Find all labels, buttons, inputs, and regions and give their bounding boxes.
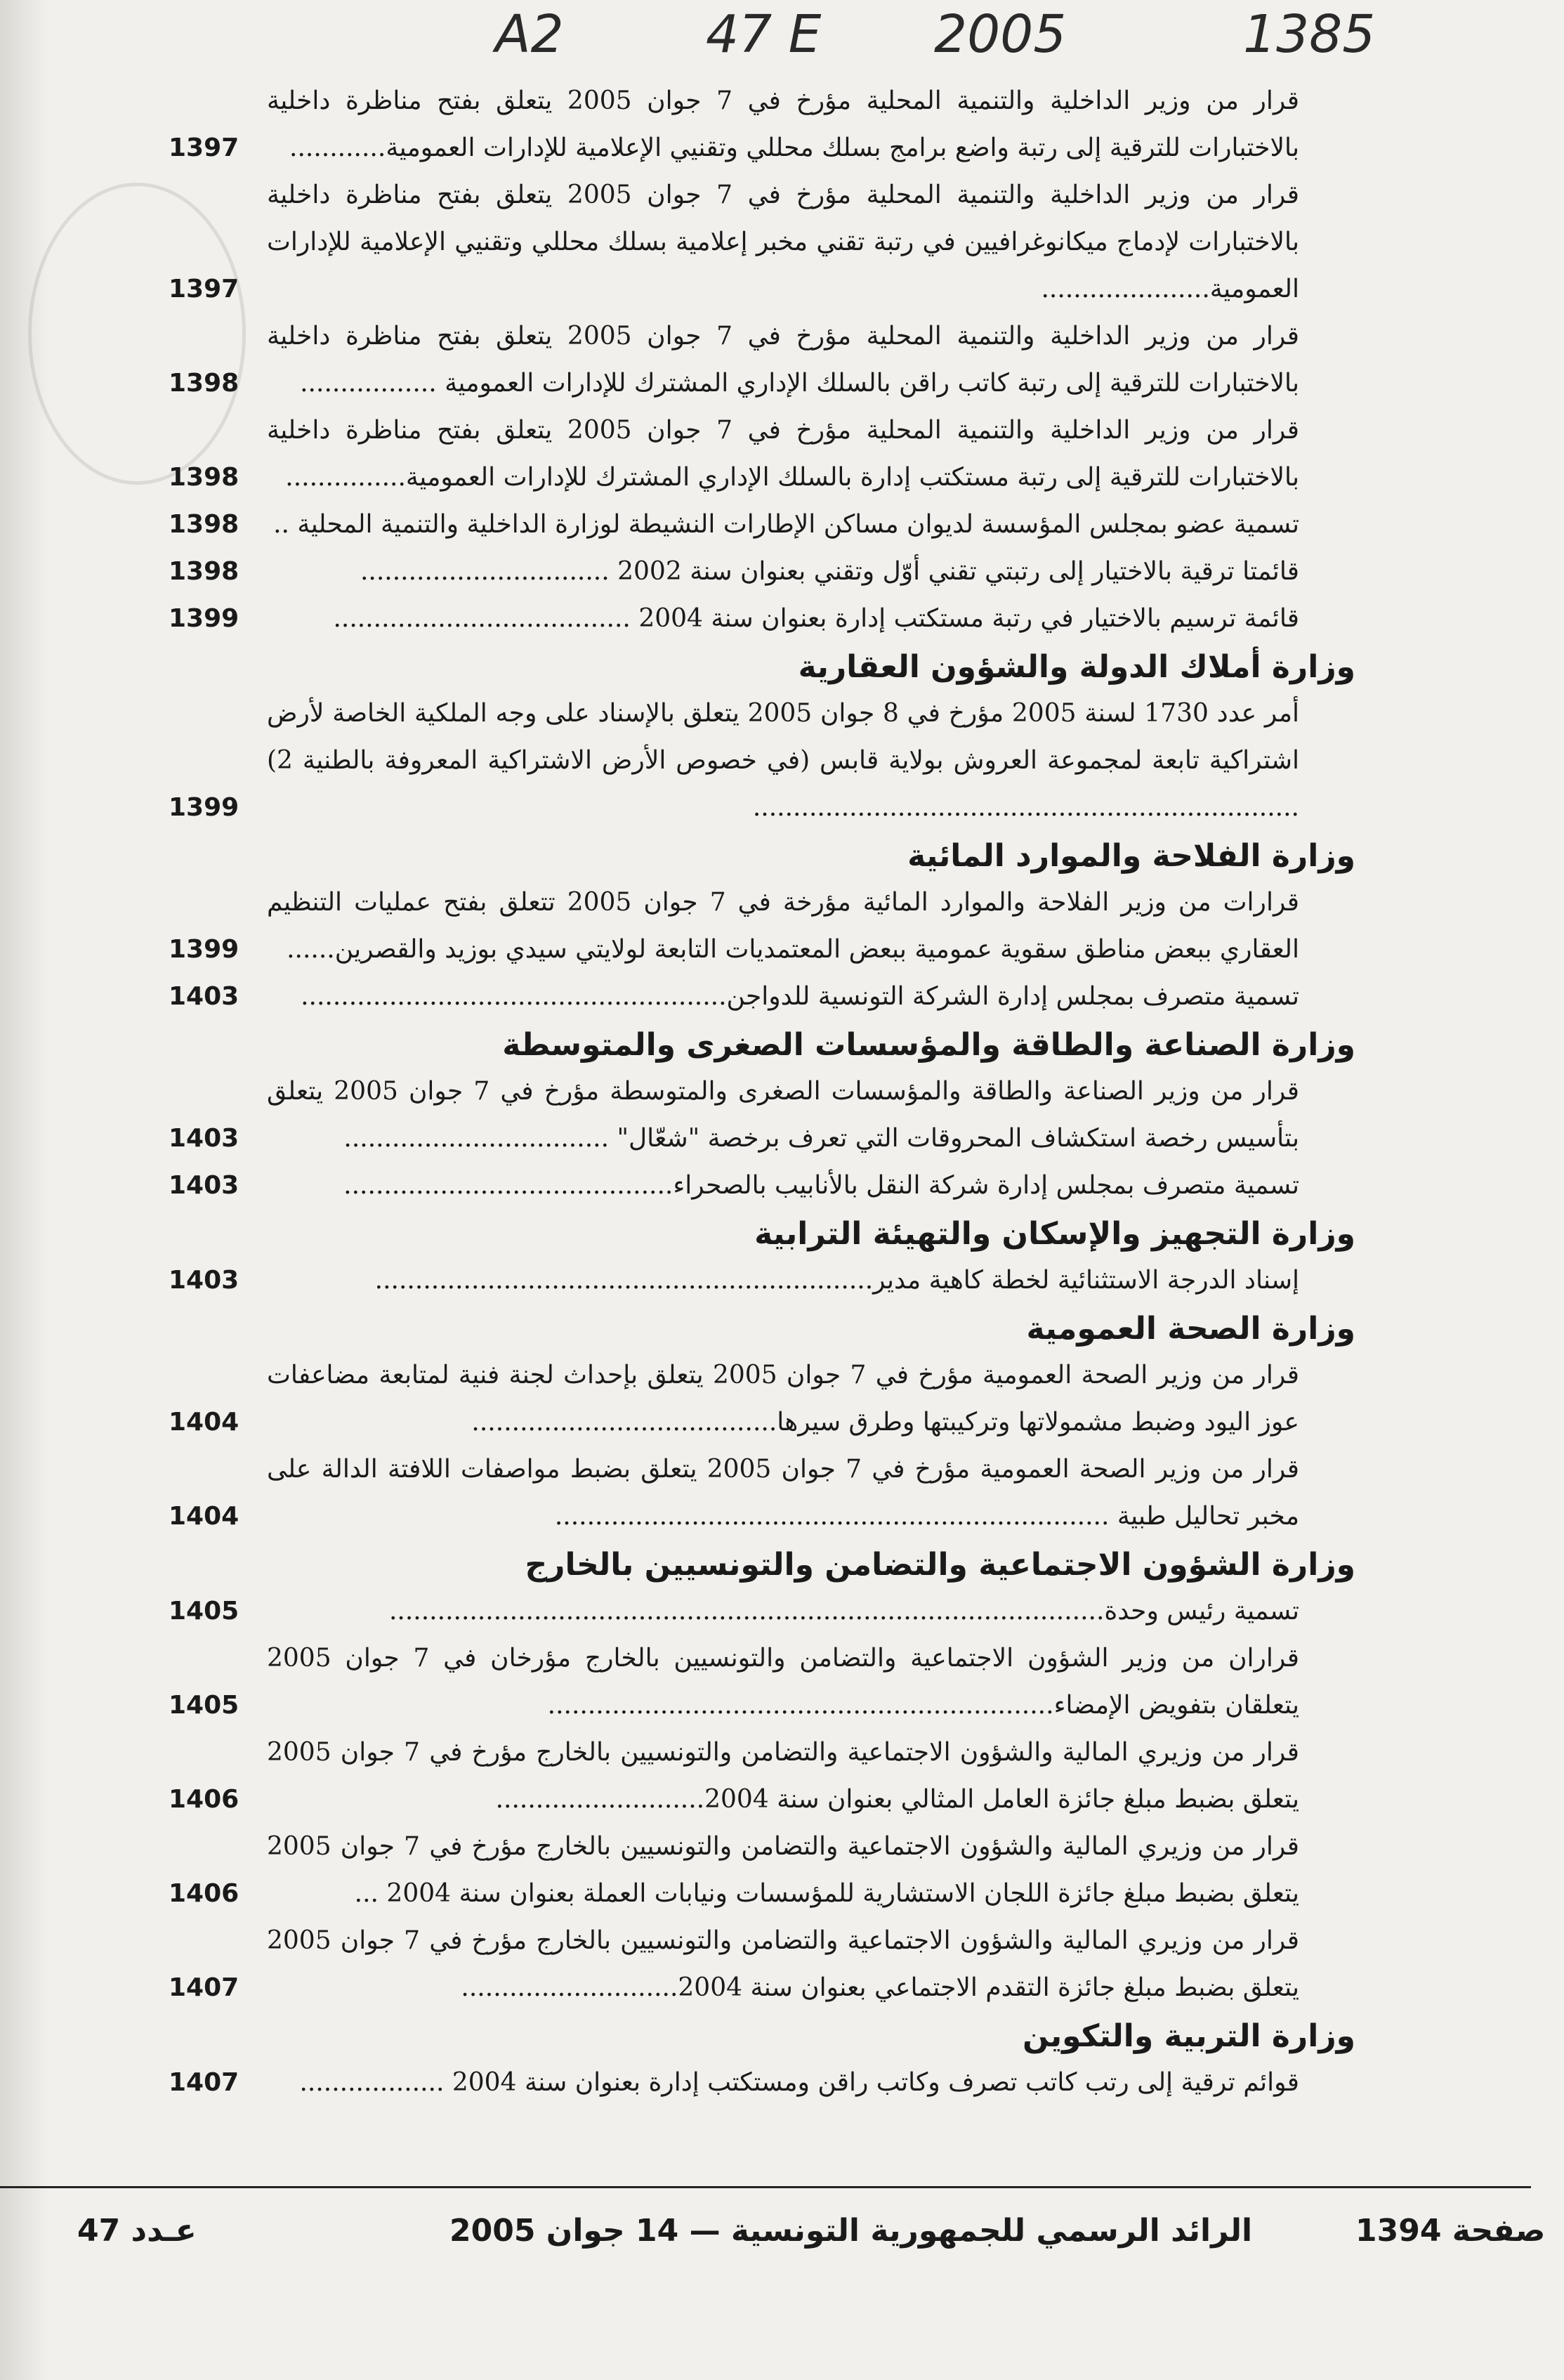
toc-entry-page-number: 1404 — [169, 1502, 239, 1531]
toc-entry-text: قوائم ترقية إلى رتب كاتب تصرف وكاتب راقن ومستكتب إدارة بعنوان سنة 2004 .................. — [299, 2068, 1299, 2097]
toc-entry-text: قرار من وزير الصناعة والطاقة والمؤسسات الصغرى والمتوسطة مؤرخ في 7 جوان 2005 يتعلق بتأسيس رخصة استكشاف المحروقات التي تعرف برخصة "شعّال" ................................. — [267, 1077, 1299, 1153]
toc-entry-text: قائمة ترسيم بالاختيار في رتبة مستكتب إدارة بعنوان سنة 2004 ..................................... — [333, 604, 1299, 633]
ministry-heading: وزارة الصناعة والطاقة والمؤسسات الصغرى والمتوسطة — [502, 1027, 1355, 1063]
toc-entry-text: أمر عدد 1730 لسنة 2005 مؤرخ في 8 جوان 2005 يتعلق بالإسناد على وجه الملكية الخاصة لأرض اشتراكية تابعة لمجموعة العروش بولاية قابس (في خصوص الأرض الاشتراكية المعروفة بالطنية 2) .................................................................... — [267, 699, 1299, 822]
toc-entry-page-number: 1399 — [169, 604, 239, 633]
toc-entry-text: قرار من وزيري المالية والشؤون الاجتماعية والتضامن والتونسيين بالخارج مؤرخ في 7 جوان 2005 يتعلق بضبط مبلغ جائزة اللجان الاستشارية للمؤسسات ونيابات العملة بعنوان سنة 2004 ... — [267, 1832, 1299, 1908]
toc-entry — [169, 1635, 1299, 1729]
toc-entry-page-number: 1398 — [169, 557, 239, 586]
toc-entry — [169, 1257, 1299, 1304]
table-of-contents — [169, 77, 1355, 2106]
handwritten-note: 2005 — [934, 4, 1067, 65]
ministry-heading: وزارة الفلاحة والموارد المائية — [907, 838, 1355, 874]
toc-entry-page-number: 1403 — [169, 1171, 239, 1200]
handwritten-note: A2 — [495, 4, 564, 65]
toc-entry-page-number: 1399 — [169, 793, 239, 822]
toc-entry-page-number: 1406 — [169, 1785, 239, 1814]
toc-entry — [169, 2059, 1299, 2106]
toc-entry-text: تسمية متصرف بمجلس إدارة الشركة التونسية للدواجن..................................................... — [301, 982, 1299, 1011]
toc-entry — [169, 690, 1299, 831]
toc-entry-text: تسمية رئيس وحدة......................................................................................... — [388, 1597, 1299, 1626]
toc-entry — [169, 1729, 1299, 1823]
footer-page-number: صفحة 1394 — [1355, 2213, 1546, 2249]
toc-entry-text: قرار من وزير الداخلية والتنمية المحلية مؤرخ في 7 جوان 2005 يتعلق بفتح مناظرة داخلية بالاختبارات للترقية إلى رتبة واضع برامج بسلك محللي وتقنيي الإعلامية للإدارات العمومية............ — [267, 86, 1299, 162]
toc-entry-text: قرارات من وزير الفلاحة والموارد المائية مؤرخة في 7 جوان 2005 تتعلق بفتح عمليات التنظيم العقاري ببعض مناطق سقوية عمومية ببعض المعتمديات التابعة لولايتي سيدي بوزيد والقصرين...... — [267, 888, 1300, 964]
toc-entry-page-number: 1397 — [169, 133, 239, 162]
handwritten-note: 47 E — [706, 4, 822, 65]
toc-entry-page-number: 1404 — [169, 1408, 239, 1437]
toc-entry — [169, 973, 1299, 1020]
toc-entry-page-number: 1398 — [169, 463, 239, 492]
toc-entry — [169, 77, 1299, 171]
toc-entry-page-number: 1398 — [169, 510, 239, 539]
handwritten-annotations — [0, 4, 1564, 72]
toc-entry-text: قرار من وزير الداخلية والتنمية المحلية مؤرخ في 7 جوان 2005 يتعلق بفتح مناظرة داخلية بالاختبارات لإدماج ميكانوغرافيين في رتبة تقني مخبر إعلامية بسلك محللي وتقنيي الإعلامية للإدارات العمومية..................... — [267, 181, 1299, 303]
handwritten-note: 1385 — [1243, 4, 1376, 65]
toc-entry — [169, 1162, 1299, 1209]
footer-publication-title: الرائد الرسمي للجمهورية التونسية — 14 جوان 2005 — [449, 2213, 1253, 2249]
toc-entry — [169, 313, 1299, 407]
toc-entry-text: قائمتا ترقية بالاختيار إلى رتبتي تقني أوّل وتقني بعنوان سنة 2002 ............................... — [360, 557, 1299, 586]
toc-entry-text: قرار من وزير الصحة العمومية مؤرخ في 7 جوان 2005 يتعلق بإحداث لجنة فنية لمتابعة مضاعفات عوز اليود وضبط مشمولاتها وتركيبتها وطرق سيرها...................................... — [267, 1361, 1299, 1437]
ministry-heading: وزارة التجهيز والإسكان والتهيئة الترابية — [754, 1216, 1355, 1252]
footer-divider — [0, 2186, 1531, 2188]
ministry-heading: وزارة الصحة العمومية — [1026, 1311, 1355, 1347]
ministry-heading: وزارة التربية والتكوين — [1022, 2018, 1355, 2054]
toc-entry — [169, 407, 1299, 501]
toc-entry-page-number: 1407 — [169, 1973, 239, 2002]
ministry-heading: وزارة أملاك الدولة والشؤون العقارية — [798, 649, 1355, 685]
toc-entry — [169, 1068, 1299, 1162]
toc-entry — [169, 1917, 1299, 2011]
toc-entry — [169, 879, 1299, 973]
toc-entry-page-number: 1405 — [169, 1691, 239, 1720]
toc-entry-text: قرار من وزيري المالية والشؤون الاجتماعية والتضامن والتونسيين بالخارج مؤرخ في 7 جوان 2005 يتعلق بضبط مبلغ جائزة العامل المثالي بعنوان سنة 2004.......................... — [267, 1738, 1299, 1814]
toc-entry-text: قرار من وزيري المالية والشؤون الاجتماعية والتضامن والتونسيين بالخارج مؤرخ في 7 جوان 2005 يتعلق بضبط مبلغ جائزة التقدم الاجتماعي بعنوان سنة 2004........................... — [267, 1926, 1299, 2002]
toc-entry-text: قرار من وزير الصحة العمومية مؤرخ في 7 جوان 2005 يتعلق بضبط مواصفات اللافتة الدالة على مخبر تحاليل طبية ..................................................................... — [267, 1455, 1299, 1531]
toc-entry — [169, 501, 1299, 548]
toc-entry — [169, 171, 1299, 313]
toc-entry-text: قرار من وزير الداخلية والتنمية المحلية مؤرخ في 7 جوان 2005 يتعلق بفتح مناظرة داخلية بالاختبارات للترقية إلى رتبة مستكتب إدارة بالسلك الإداري المشترك للإدارات العمومية............... — [267, 416, 1299, 492]
toc-entry-page-number: 1406 — [169, 1879, 239, 1908]
toc-entry-page-number: 1403 — [169, 982, 239, 1011]
toc-entry-page-number: 1399 — [169, 935, 239, 964]
toc-entry — [169, 1352, 1299, 1446]
toc-entry — [169, 595, 1299, 642]
toc-entry-text: إسناد الدرجة الاستثنائية لخطة كاهية مدير.............................................................. — [374, 1266, 1299, 1295]
toc-entry-text: تسمية متصرف بمجلس إدارة شركة النقل بالأنابيب بالصحراء......................................... — [343, 1171, 1299, 1200]
toc-entry-page-number: 1403 — [169, 1124, 239, 1153]
toc-entry-text: قرار من وزير الداخلية والتنمية المحلية مؤرخ في 7 جوان 2005 يتعلق بفتح مناظرة داخلية بالاختبارات للترقية إلى رتبة كاتب راقن بالسلك الإداري المشترك للإدارات العمومية ................. — [267, 322, 1299, 398]
toc-entry-page-number: 1397 — [169, 275, 239, 303]
ministry-heading: وزارة الشؤون الاجتماعية والتضامن والتونسيين بالخارج — [525, 1547, 1355, 1583]
toc-entry-text: قراران من وزير الشؤون الاجتماعية والتضامن والتونسيين بالخارج مؤرخان في 7 جوان 2005 يتعلقان بتفويض الإمضاء............................................................... — [267, 1644, 1300, 1720]
toc-entry — [169, 1588, 1299, 1635]
toc-entry — [169, 1446, 1299, 1540]
footer-issue-number: عـدد 47 — [77, 2213, 197, 2249]
toc-entry-page-number: 1407 — [169, 2068, 239, 2097]
toc-entry — [169, 548, 1299, 595]
toc-entry-page-number: 1405 — [169, 1597, 239, 1626]
toc-entry-page-number: 1398 — [169, 369, 239, 398]
page-footer — [0, 2213, 1564, 2262]
toc-entry-text: تسمية عضو بمجلس المؤسسة لديوان مساكن الإطارات النشيطة لوزارة الداخلية والتنمية المحلية .. — [273, 510, 1299, 539]
toc-entry — [169, 1823, 1299, 1917]
toc-entry-page-number: 1403 — [169, 1266, 239, 1295]
